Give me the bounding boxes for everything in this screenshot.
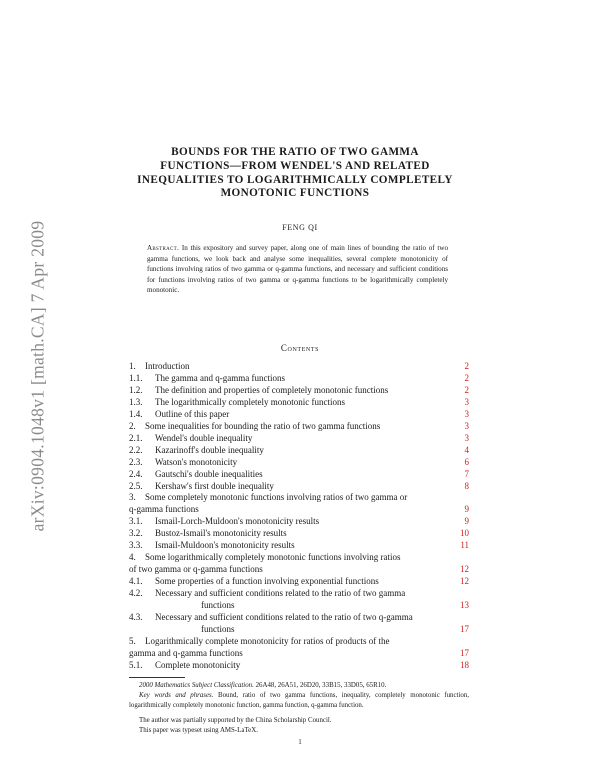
toc-entry-number: 2. <box>129 420 136 431</box>
toc-entry-number: 4. <box>129 552 136 563</box>
toc-entry-number: 2.1. <box>129 432 143 443</box>
toc-entry-number: 1.2. <box>129 384 143 395</box>
toc-entry-title: Necessary and sufficient conditions related to the ratio of two gamma <box>155 588 406 599</box>
toc-entry-page[interactable]: 3 <box>464 432 469 443</box>
toc-entry-page[interactable]: 9 <box>464 516 469 527</box>
author-name: FENG QI <box>282 223 318 232</box>
toc-entry-page[interactable]: 17 <box>460 623 469 634</box>
toc-entry-title: Gautschi's double inequalities <box>155 468 263 479</box>
toc-entry-title-continued: functions <box>201 600 235 610</box>
toc-entry-page[interactable]: 12 <box>460 564 469 575</box>
toc-entry-page[interactable]: 3 <box>464 408 469 419</box>
title-line: INEQUALITIES TO LOGARITHMICALLY COMPLETELY <box>137 173 453 186</box>
toc-entry-page[interactable]: 3 <box>464 396 469 407</box>
toc-entry[interactable] <box>129 635 469 647</box>
title-line: FUNCTIONS—FROM WENDEL'S AND RELATED <box>160 159 430 172</box>
toc-entry-title-continued: gamma and q-gamma functions <box>129 647 243 658</box>
toc-entry-number: 2.5. <box>129 480 143 491</box>
keywords-text: Bound, ratio of two gamma functions, inequality, completely monotonic function, logarithmically completely monotonic function, gamma function, q-gamma function. <box>129 692 469 709</box>
toc-entry-number: 1.1. <box>129 372 143 383</box>
toc-entry[interactable] <box>129 456 469 468</box>
toc-entry-title: The logarithmically completely monotonic functions <box>155 396 345 407</box>
toc-entry-title-continued: functions <box>201 623 235 634</box>
toc-entry-title: Ismail-Muldoon's monotonicity results <box>155 540 295 551</box>
toc-entry-page[interactable]: 2 <box>464 372 469 383</box>
toc-entry-number: 2.2. <box>129 444 143 455</box>
toc-entry-title: Logarithmically complete monotonicity for ratios of products of the <box>145 635 390 646</box>
toc-entry-title: Wendel's double inequality <box>155 432 253 443</box>
toc-entry[interactable] <box>129 539 469 551</box>
toc-entry-number: 3. <box>129 492 136 503</box>
toc-entry-number: 4.3. <box>129 611 143 622</box>
toc-entry[interactable] <box>129 587 469 599</box>
toc-entry-page[interactable]: 11 <box>460 540 469 551</box>
toc-entry-page[interactable]: 17 <box>460 647 469 658</box>
toc-entry-number: 3.2. <box>129 528 143 539</box>
abstract <box>147 243 448 296</box>
toc-entry[interactable] <box>129 420 469 432</box>
toc-entry-title: Bustoz-Ismail's monotonicity results <box>155 528 287 539</box>
toc-entry-title: The gamma and q-gamma functions <box>155 372 285 383</box>
arxiv-stamp-text: arXiv:0904.1048v1 [math.CA] 7 Apr 2009 <box>27 220 48 531</box>
toc-entry-continuation[interactable] <box>129 503 469 515</box>
toc-entry[interactable] <box>129 575 469 587</box>
toc-entry-continuation[interactable] <box>129 563 469 575</box>
footnote-rule <box>129 677 185 678</box>
toc-entry[interactable] <box>129 396 469 408</box>
toc-entry[interactable] <box>129 527 469 539</box>
toc-entry-page[interactable]: 9 <box>464 504 469 515</box>
toc-entry-page[interactable]: 12 <box>460 576 469 587</box>
abstract-text: In this expository and survey paper, along one of main lines of bounding the ratio of two gamma functions, we look back and analyse some inequalities, several complete monotonicity of functions involving ratios of two gamma or q-gamma functions, and necessary and sufficient conditions for functions involving ratios of two gamma or q-gamma functions to be logarithmically completely monotonic. <box>147 244 449 295</box>
toc-entry-title: Ismail-Lorch-Muldoon's monotonicity results <box>155 516 320 527</box>
toc-entry-number: 1.3. <box>129 396 143 407</box>
keywords-label: Key words and phrases. <box>139 692 214 699</box>
toc-entry-number: 2.4. <box>129 468 143 479</box>
toc-entry-title: Watson's monotonicity <box>155 456 238 467</box>
toc-entry-title: The definition and properties of completely monotonic functions <box>155 384 389 395</box>
toc-entry-page[interactable]: 4 <box>464 444 469 455</box>
msc-label: 2000 Mathematics Subject Classification. <box>139 682 254 689</box>
toc-entry[interactable] <box>129 659 469 671</box>
toc-entry-number: 4.2. <box>129 588 143 599</box>
toc-entry[interactable] <box>129 408 469 420</box>
toc-entry-page[interactable]: 6 <box>464 456 469 467</box>
footnote-support: The author was partially supported by the China Scholarship Council. <box>139 717 332 724</box>
footnote-typeset: This paper was typeset using AMS-LaTeX. <box>139 727 258 734</box>
footnote-msc <box>129 681 469 691</box>
abstract-label: Abstract. <box>147 244 180 252</box>
toc-entry-title: Outline of this paper <box>155 408 230 419</box>
toc-entry-title: Some inequalities for bounding the ratio of two gamma functions <box>145 420 381 431</box>
toc-entry-page[interactable]: 7 <box>464 468 469 479</box>
toc-entry-number: 3.1. <box>129 516 143 527</box>
toc-entry-page[interactable]: 10 <box>460 528 469 539</box>
toc-entry[interactable] <box>129 360 469 372</box>
toc-entry-title: Some properties of a function involving exponential functions <box>155 576 379 587</box>
toc-entry-title-continued: of two gamma or q-gamma functions <box>129 564 263 575</box>
toc-entry-number: 1.4. <box>129 408 143 419</box>
toc-entry[interactable] <box>129 551 469 563</box>
toc-entry[interactable] <box>129 491 469 503</box>
page-number: 1 <box>298 738 302 746</box>
toc-entry[interactable] <box>129 432 469 444</box>
title-line: MONOTONIC FUNCTIONS <box>220 187 370 200</box>
toc-entry-continuation[interactable] <box>129 623 469 635</box>
toc-entry-number: 5.1. <box>129 659 143 670</box>
toc-entry-page[interactable]: 2 <box>464 384 469 395</box>
toc-entry-page[interactable]: 8 <box>464 480 469 491</box>
toc-entry-page[interactable]: 18 <box>460 659 469 670</box>
toc-entry-title-continued: q-gamma functions <box>129 504 199 515</box>
toc-entry-title: Some completely monotonic functions involving ratios of two gamma or <box>145 492 408 503</box>
toc-entry-page[interactable]: 13 <box>460 600 469 610</box>
toc-entry-page[interactable]: 3 <box>464 420 469 431</box>
toc-entry-number: 2.3. <box>129 456 143 467</box>
toc-entry[interactable] <box>129 372 469 384</box>
footnote-keywords <box>129 691 469 711</box>
toc-entry-number: 1. <box>129 361 136 371</box>
toc-entry-number: 4.1. <box>129 576 143 587</box>
toc-entry-title: Kazarinoff's double inequality <box>155 444 264 455</box>
toc-entry-title: Kershaw's first double inequality <box>155 480 274 491</box>
contents-heading: Contents <box>280 343 320 353</box>
paper-title <box>115 146 475 201</box>
toc-entry[interactable] <box>129 444 469 456</box>
toc-entry-continuation[interactable] <box>129 647 469 659</box>
toc-entry-title: Complete monotonicity <box>155 659 241 670</box>
toc-entry-number: 3.3. <box>129 540 143 551</box>
toc-entry[interactable] <box>129 515 469 527</box>
toc-entry-title: Introduction <box>145 361 190 371</box>
toc-entry-page[interactable]: 2 <box>464 361 469 371</box>
title-line: BOUNDS FOR THE RATIO OF TWO GAMMA <box>171 146 419 158</box>
toc-entry[interactable] <box>129 480 469 492</box>
toc-entry[interactable] <box>129 468 469 480</box>
arxiv-stamp <box>26 183 50 568</box>
toc-entry-title: Some logarithmically completely monotonic functions involving ratios <box>145 552 401 563</box>
toc-entry[interactable] <box>129 611 469 623</box>
toc-entry-number: 5. <box>129 635 136 646</box>
msc-codes: 26A48, 26A51, 26D20, 33B15, 33D05, 65R10. <box>255 682 387 689</box>
toc-entry-title: Necessary and sufficient conditions related to the ratio of two q-gamma <box>155 611 413 622</box>
toc-entry[interactable] <box>129 384 469 396</box>
toc-entry-continuation[interactable] <box>129 599 469 611</box>
